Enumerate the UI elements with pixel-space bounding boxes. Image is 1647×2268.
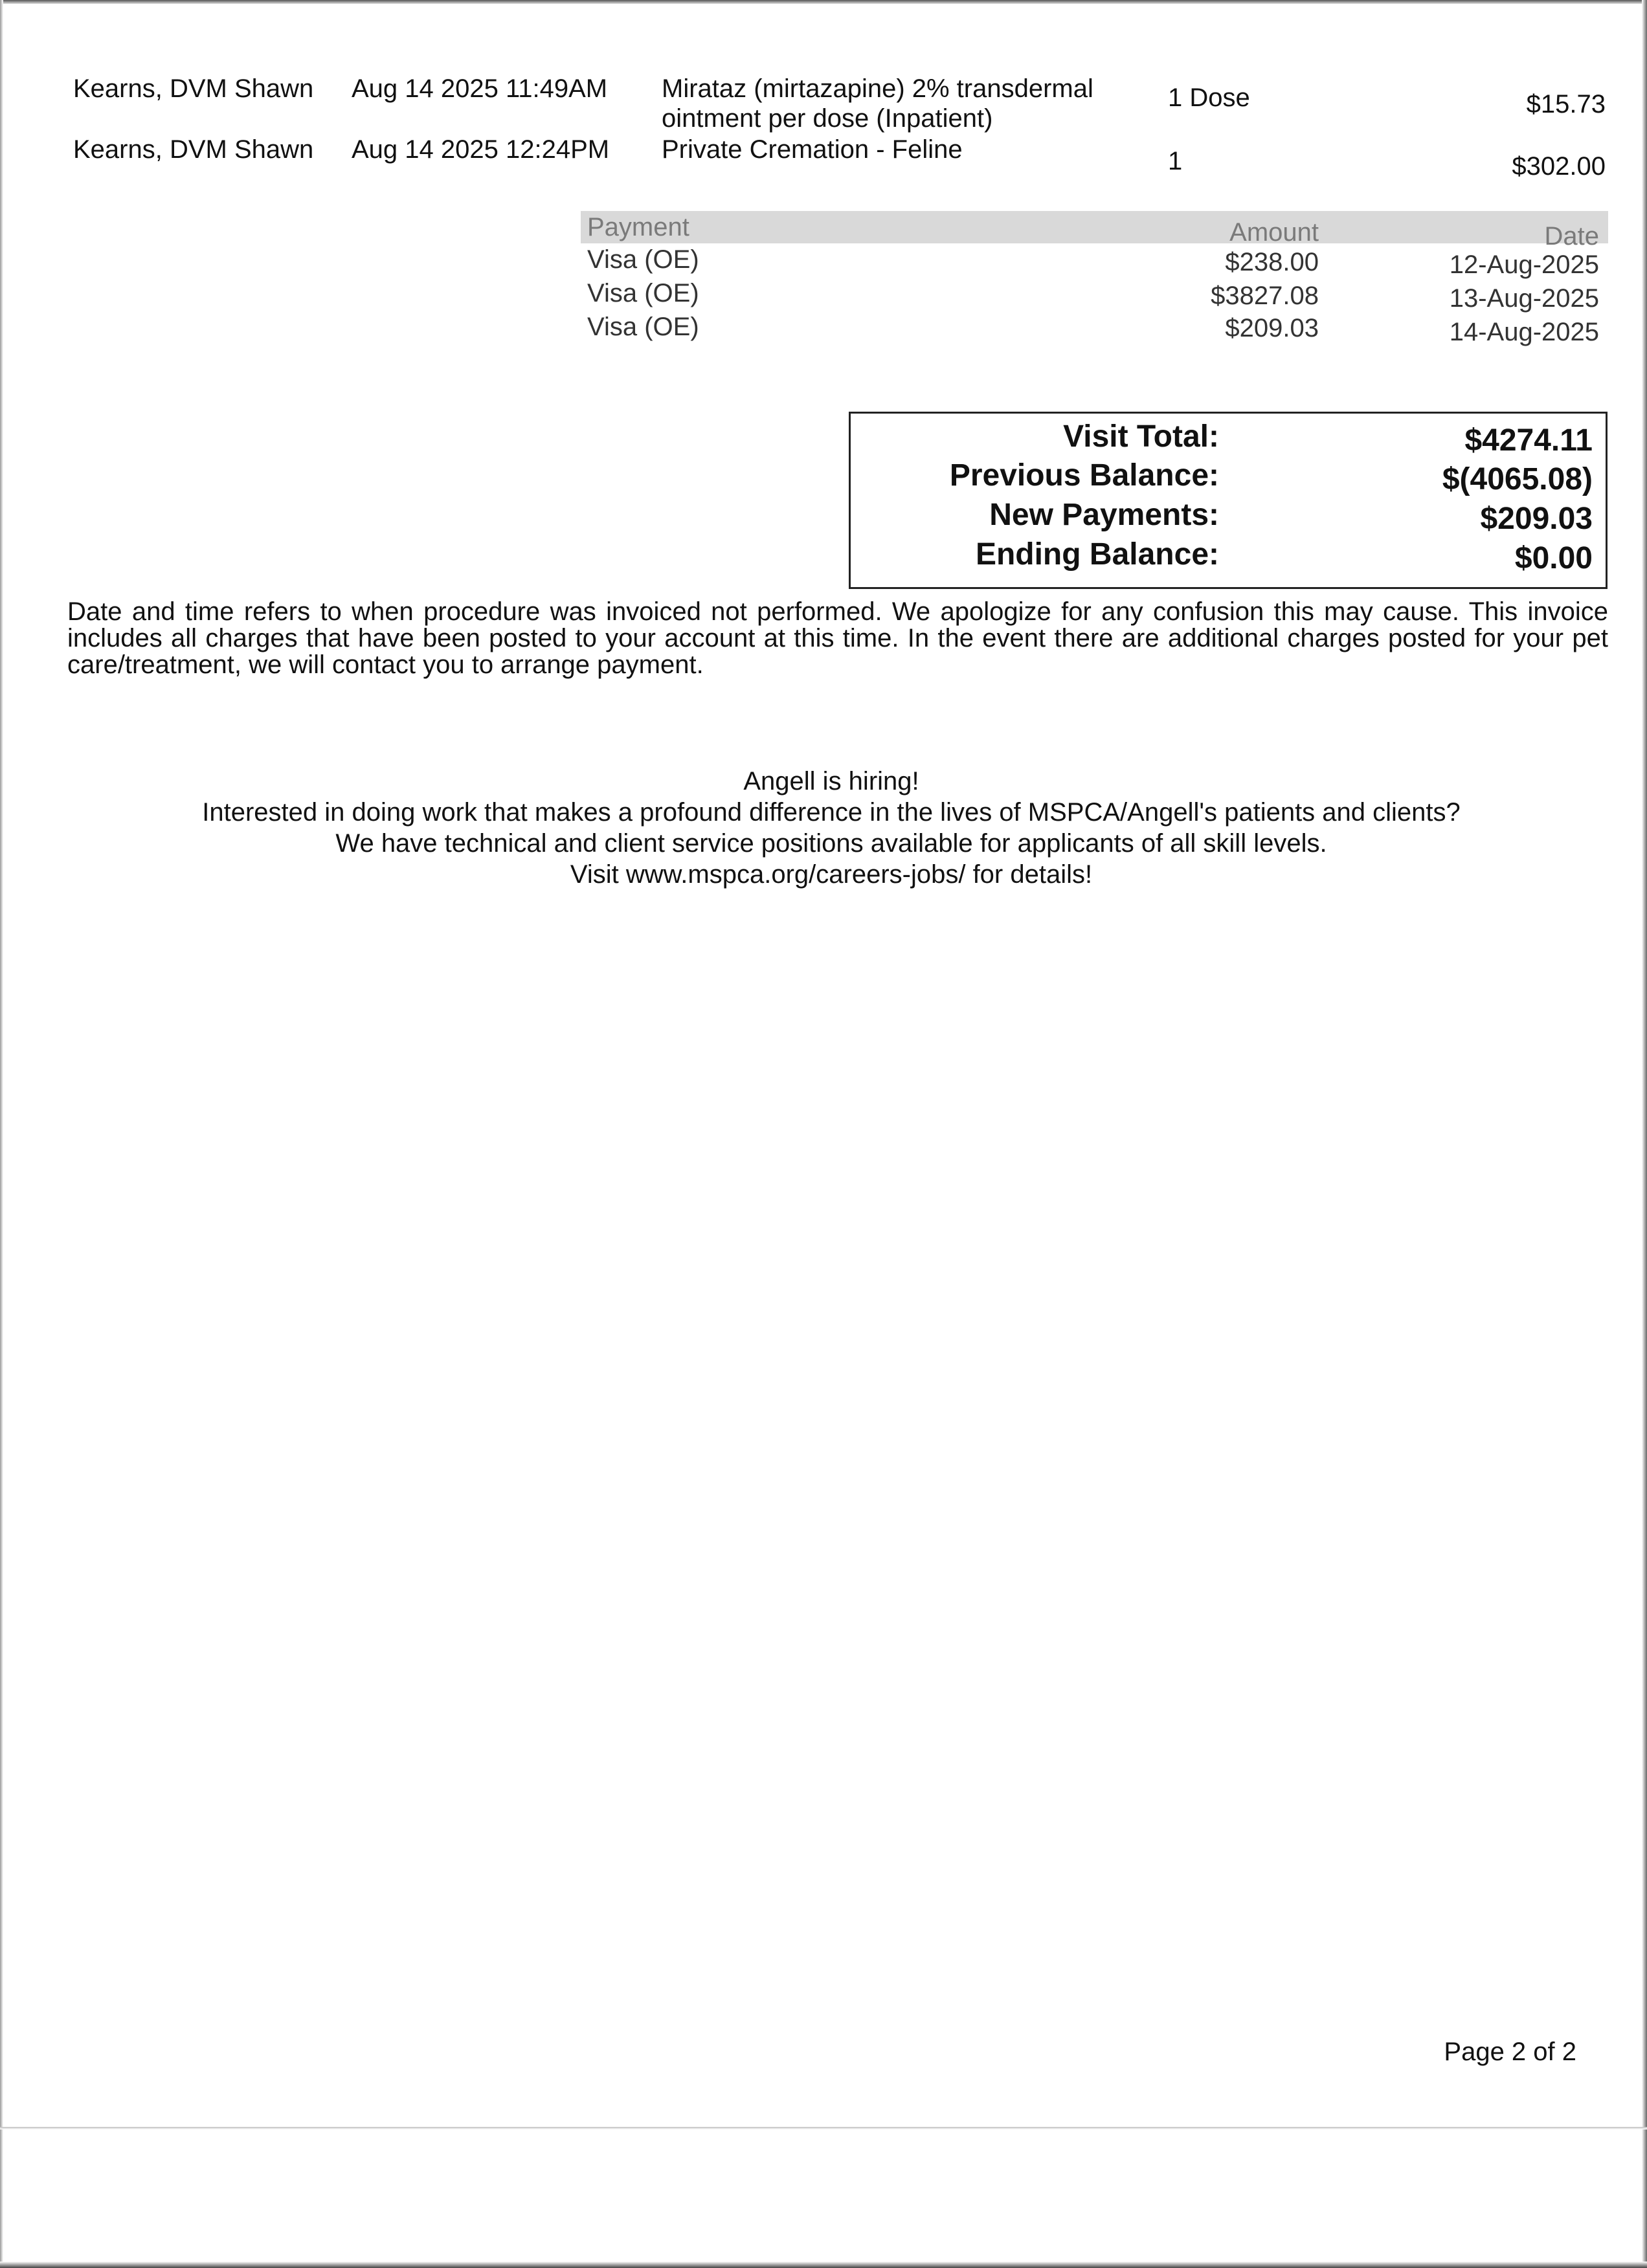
charge-amount: $302.00 — [1512, 152, 1606, 181]
totals-box — [849, 412, 1608, 589]
payments-table — [581, 211, 1608, 344]
page-edge — [0, 0, 1647, 4]
payment-date: 12-Aug-2025 — [1449, 250, 1599, 279]
invoice-notice: Date and time refers to when procedure was invoiced not performed. We apologize for any confusion this may cause. This invoice includes all charges that have been posted to your account at this time. In the event there are additional charges posted for your pet care/treatment, we will contact you to arrange payment. — [67, 597, 1608, 679]
payment-amount: $209.03 — [1225, 314, 1319, 342]
payment-row — [581, 311, 1608, 344]
ending-balance-row — [851, 537, 1606, 575]
payment-amount: $3827.08 — [1211, 282, 1319, 310]
new-payments-value: $209.03 — [1480, 502, 1593, 536]
payment-method: Visa (OE) — [587, 313, 699, 341]
page-number: Page 2 of 2 — [1444, 2038, 1576, 2066]
hiring-careers-link[interactable]: Visit www.mspca.org/careers-jobs/ for details! — [570, 860, 1093, 889]
previous-balance-row — [851, 458, 1606, 496]
hiring-line: Interested in doing work that makes a profound difference in the lives of MSPCA/Angell's patients and clients? — [202, 798, 1461, 827]
charge-description: Mirataz (mirtazapine) 2% transdermal ointment per dose (Inpatient) — [662, 74, 1093, 133]
payment-method: Visa (OE) — [587, 279, 699, 307]
payment-row — [581, 243, 1608, 277]
payment-date: 14-Aug-2025 — [1449, 318, 1599, 346]
page-edge — [1642, 0, 1647, 2268]
charge-amount: $15.73 — [1526, 90, 1606, 118]
new-payments-row — [851, 497, 1606, 536]
hiring-headline: Angell is hiring! — [743, 767, 919, 795]
page-edge — [0, 2262, 1647, 2268]
payment-header-label: Payment — [587, 213, 689, 241]
amount-header-label: Amount — [1229, 218, 1319, 247]
ending-balance-label: Ending Balance: — [975, 537, 1219, 572]
ending-balance-value: $0.00 — [1514, 541, 1593, 575]
date-header-label: Date — [1544, 222, 1599, 250]
payments-header — [581, 211, 1608, 250]
hiring-notice — [0, 766, 1647, 890]
visit-total-row — [851, 419, 1606, 458]
charge-quantity: 1 Dose — [1168, 83, 1250, 112]
visit-total-value: $4274.11 — [1464, 423, 1593, 458]
charge-provider: Kearns, DVM Shawn — [73, 135, 314, 164]
charge-datetime: Aug 14 2025 12:24PM — [352, 135, 610, 164]
payment-row — [581, 277, 1608, 311]
page-edge — [0, 0, 3, 2268]
charge-description: Private Cremation - Feline — [662, 135, 963, 164]
charge-quantity: 1 — [1168, 147, 1183, 175]
fold-line — [0, 2127, 1647, 2129]
visit-total-label: Visit Total: — [1063, 419, 1219, 454]
charge-datetime: Aug 14 2025 11:49AM — [352, 74, 608, 103]
payment-amount: $238.00 — [1225, 248, 1319, 276]
previous-balance-label: Previous Balance: — [949, 458, 1219, 493]
payment-date: 13-Aug-2025 — [1449, 284, 1599, 313]
previous-balance-value: $(4065.08) — [1442, 462, 1593, 496]
charge-provider: Kearns, DVM Shawn — [73, 74, 314, 103]
hiring-line: We have technical and client service positions available for applicants of all skill levels. — [335, 829, 1327, 858]
new-payments-label: New Payments: — [989, 498, 1219, 532]
payment-method: Visa (OE) — [587, 245, 699, 274]
